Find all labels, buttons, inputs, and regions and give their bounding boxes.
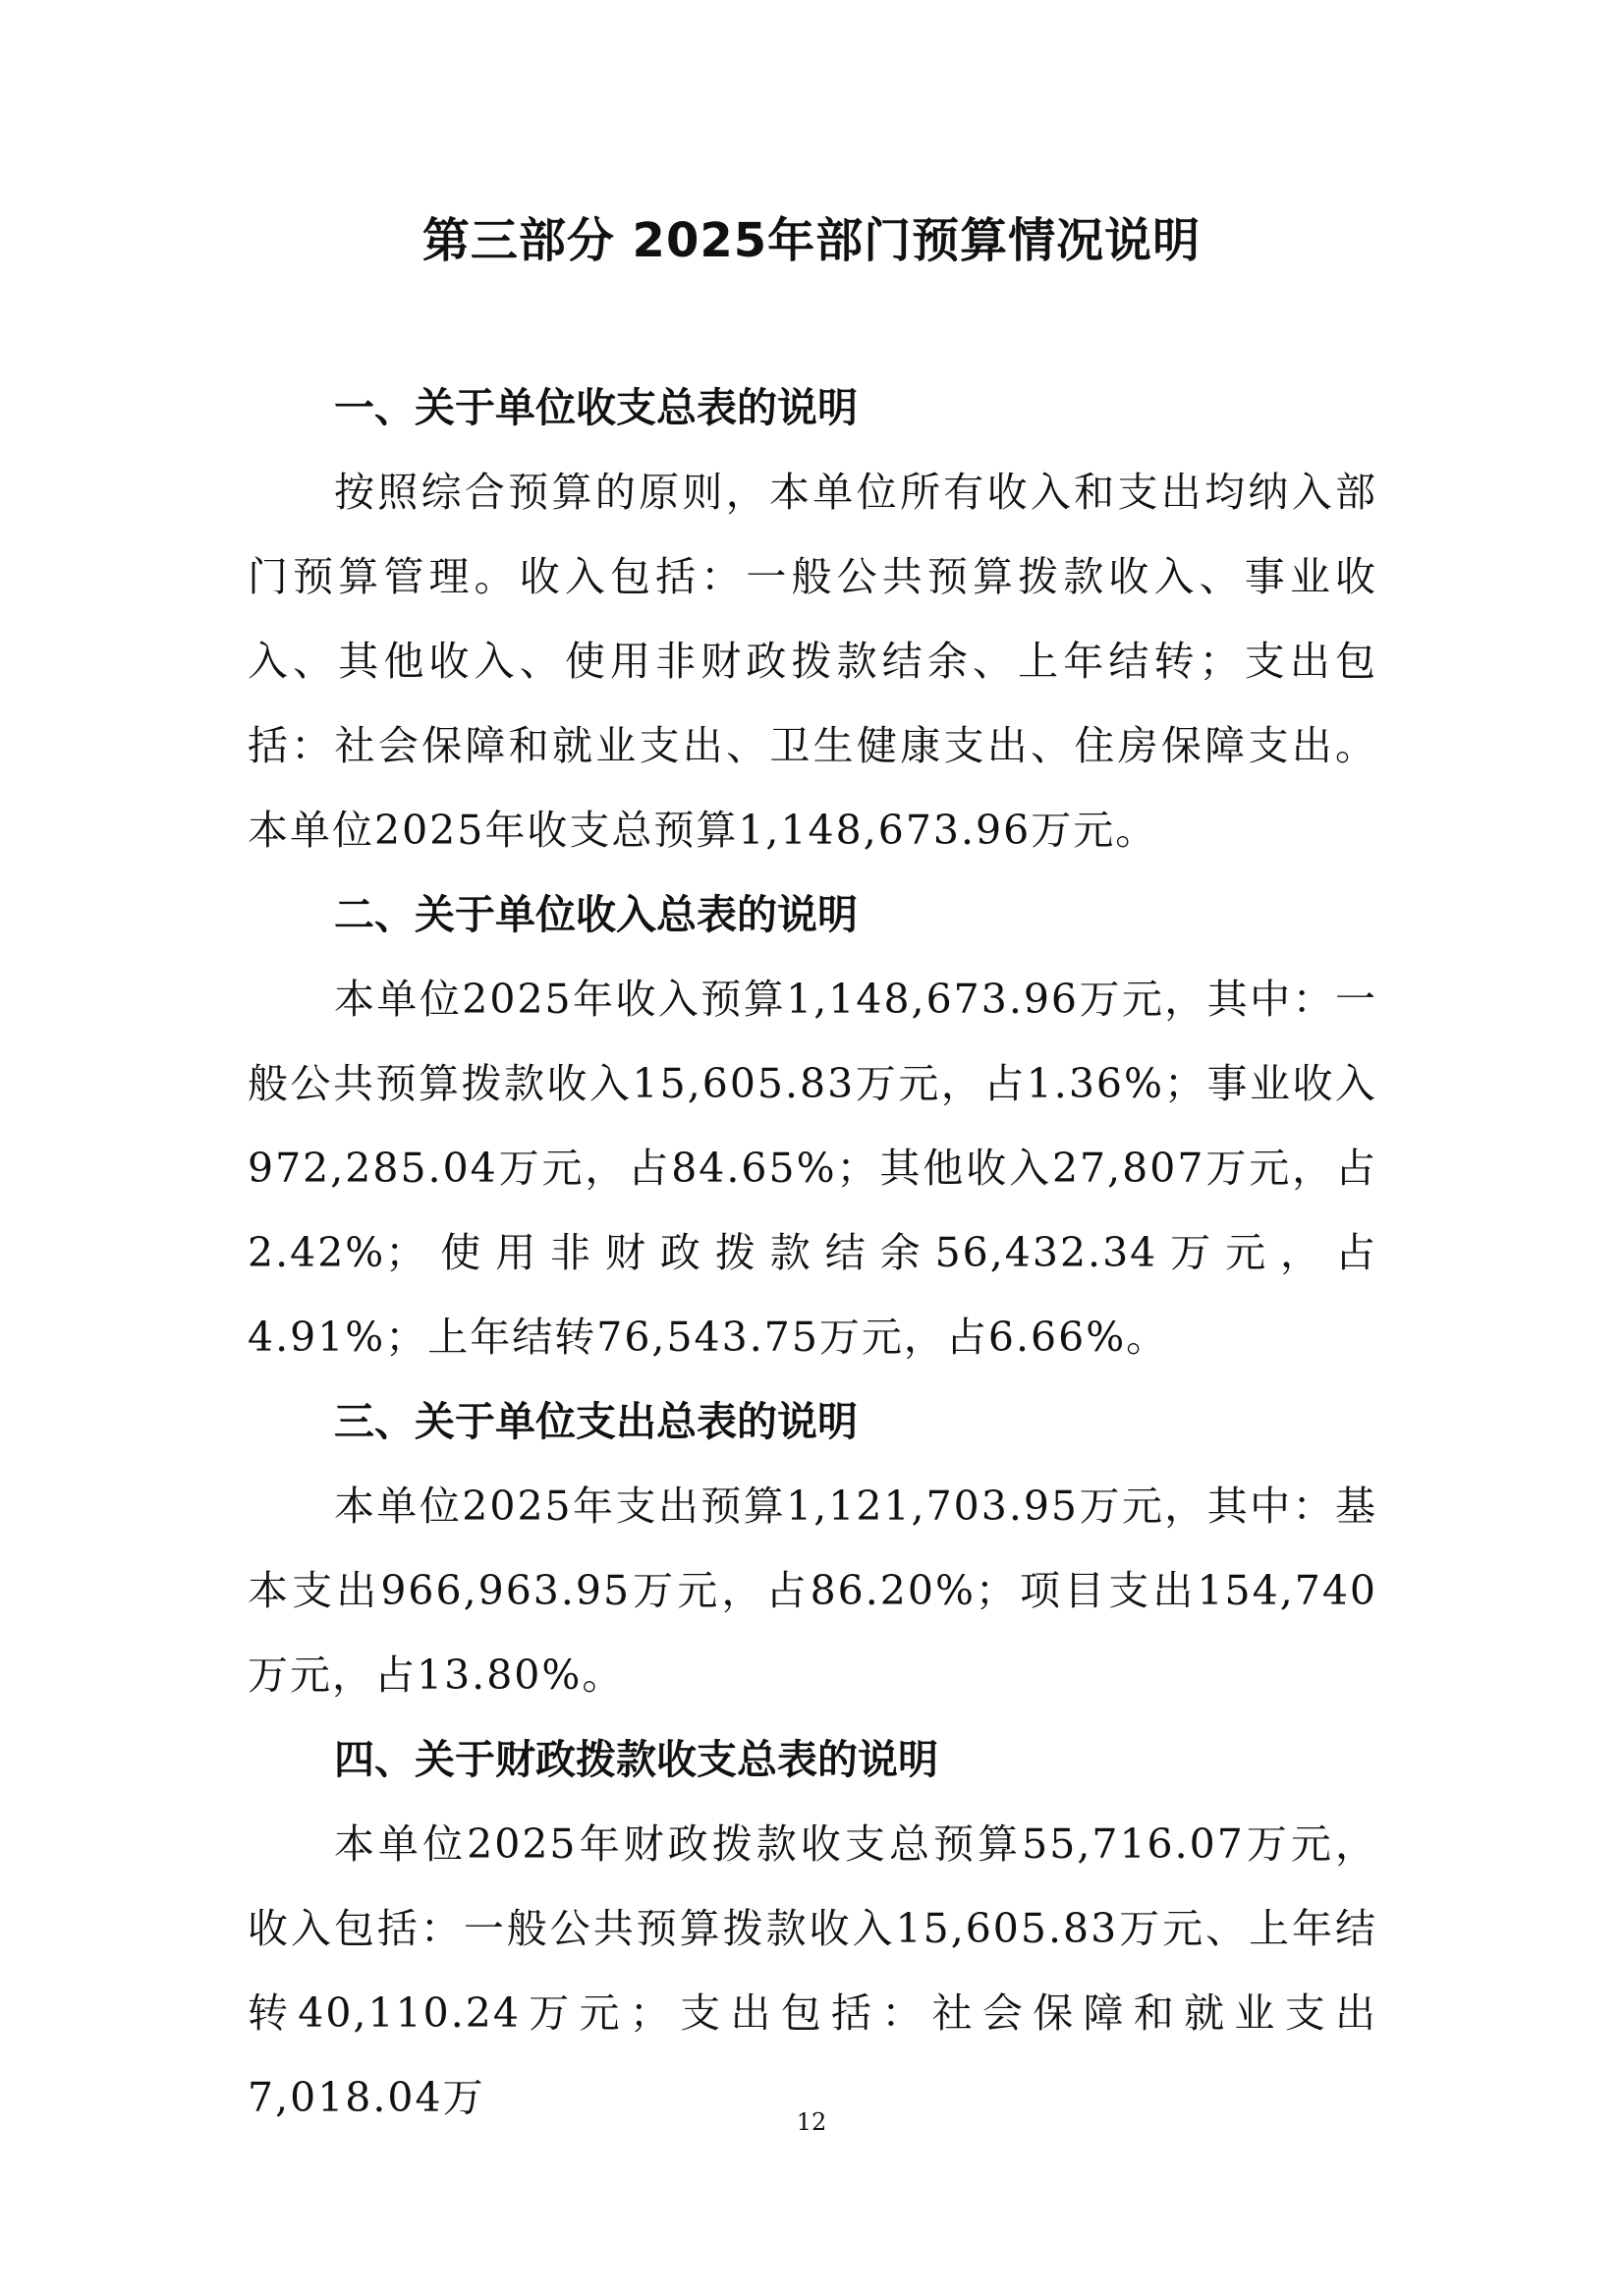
section-3 (248, 1379, 1377, 1717)
section-body: 本单位2025年财政拨款收支总预算55,716.07万元，收入包括：一般公共预算拨款收入15,605.83万元、上年结转40,110.24万元；支出包括：社会保障和就业支出7,018.04万 (248, 1820, 1377, 2121)
section-heading: 三、关于单位支出总表的说明 (334, 1398, 858, 1445)
section-body: 本单位2025年支出预算1,121,703.95万元，其中：基本支出966,963.95万元，占86.20%；项目支出154,740万元，占13.80%。 (248, 1483, 1377, 1699)
section-heading: 四、关于财政拨款收支总表的说明 (334, 1736, 938, 1783)
section-body: 本单位2025年收入预算1,148,673.96万元，其中：一般公共预算拨款收入15,605.83万元，占1.36%；事业收入972,285.04万元，占84.65%；其他收入27,807万元，占2.42%；使用非财政拨款结余56,432.34万元，占4.91%；上年结转76,543.75万元，占6.66%。 (248, 976, 1377, 1361)
section-heading: 一、关于单位收支总表的说明 (334, 384, 858, 431)
page-number: 12 (796, 2108, 827, 2136)
section-body: 按照综合预算的原则，本单位所有收入和支出均纳入部门预算管理。收入包括：一般公共预算拨款收入、事业收入、其他收入、使用非财政拨款结余、上年结转；支出包括：社会保障和就业支出、卫生健康支出、住房保障支出。本单位2025年收支总预算1,148,673.96万元。 (248, 469, 1377, 854)
section-heading: 二、关于单位收入总表的说明 (334, 891, 858, 938)
section-1 (248, 365, 1377, 872)
section-2 (248, 872, 1377, 1379)
page-content (248, 365, 1377, 2140)
section-4 (248, 1717, 1377, 2140)
page-title: 第三部分 2025年部门预算情况说明 (421, 213, 1202, 268)
